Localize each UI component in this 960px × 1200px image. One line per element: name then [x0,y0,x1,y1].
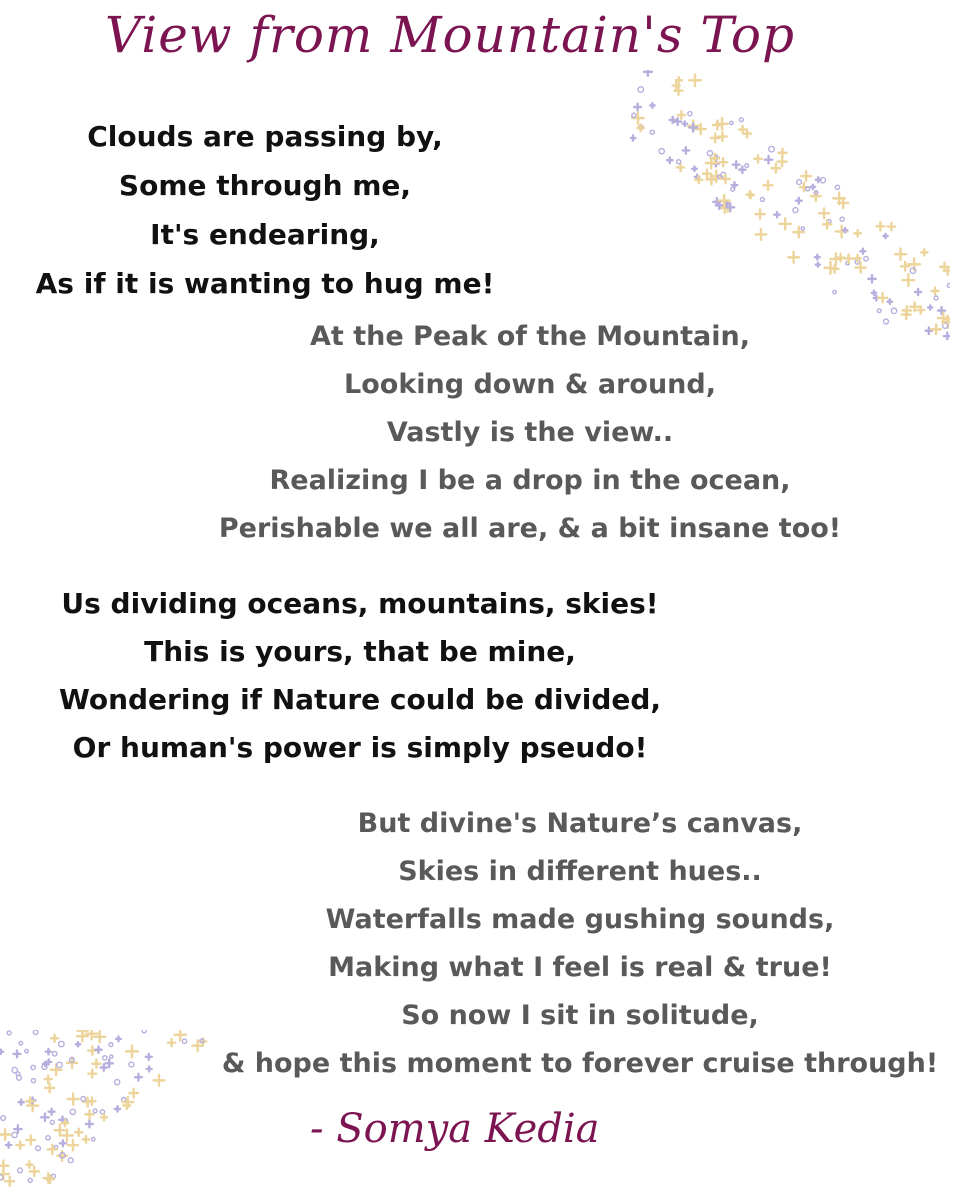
sparkle-dot [57,1062,63,1068]
sparkle-star [14,1125,21,1132]
sparkle-star [92,1060,100,1068]
sparkle-star [823,220,831,228]
poem-line: Waterfalls made gushing sounds, [325,904,835,935]
sparkle-star [765,156,772,163]
sparkle-star [902,274,914,286]
sparkle-star [16,1141,24,1149]
sparkle-dot [68,1158,73,1163]
sparkle-star [739,126,746,133]
sparkle-star [756,210,765,219]
sparkle-dot [109,1043,113,1047]
poem-line: At the Peak of the Mountain, [310,321,750,352]
poem-line: Realizing I be a drop in the ocean, [269,465,791,496]
sparkle-dot [806,187,810,191]
sparkle-star [6,1142,11,1147]
poem-line: Wondering if Nature could be divided, [58,683,662,716]
sparkle-star [0,1169,9,1180]
sparkle-star [5,1177,14,1186]
sparkle-star [86,1120,93,1127]
poem-line: Us dividing oceans, mountains, skies! [61,587,659,620]
poem-line: Vastly is the view.. [386,417,674,448]
sparkle-star [921,249,927,255]
sparkle-dot [81,1096,86,1101]
sparkle-star [878,293,887,302]
sparkle-dot [833,290,836,293]
sparkle-star [845,255,853,263]
sparkle-dot [864,256,868,260]
poem-line: Perishable we all are, & a bit insane too! [218,513,842,544]
poem-line: This is yours, that be mine, [144,635,576,668]
sparkle-dot [25,1049,28,1052]
sparkle-star [932,288,939,295]
poem-title: View from Mountain's Top [105,6,795,64]
sparkle-star [667,157,673,163]
sparkle-star [126,1045,138,1057]
sparkle-dot [19,1041,23,1045]
sparkle-star [692,166,697,171]
sparkle-star [88,1070,96,1078]
sparkle-dot [688,112,692,116]
sparkle-star [634,104,641,111]
sparkle-star [854,230,860,236]
sparkle-dot [115,1080,120,1085]
sparkle-star [68,1094,79,1105]
sparkle-star [771,164,780,173]
sparkle-dot [835,185,839,189]
poem-line: But divine's Nature’s canvas, [357,808,803,839]
sparkle-star [796,198,802,204]
sparkle-star [794,227,805,238]
sparkle-star [41,1114,48,1121]
sparkle-star [718,132,727,141]
poem-line: Making what I feel is real & true! [328,952,832,983]
sparkle-dot [797,180,802,185]
sparkle-star [45,1076,52,1083]
sparkle-star [746,191,753,198]
sparkle-star [677,164,684,171]
poem-line: Looking down & around, [344,369,716,400]
sparkle-dot [103,1056,107,1060]
sparkle-star [801,171,811,181]
sparkle-star [19,1100,24,1105]
sparkle-star [928,305,932,309]
sparkle-dot [1,1116,6,1121]
sparkle-star [754,155,762,163]
sparkle-dot [891,308,896,313]
stanza-1 [20,112,510,308]
sparkle-dot [877,309,881,313]
sparkle-dot [947,283,950,287]
sparkle-star [876,222,884,230]
sparkle-dot [659,149,664,154]
sparkle-dot [677,160,681,164]
sparkle-dot [36,1146,41,1151]
poem-line: So now I sit in solitude, [401,1000,759,1031]
sparkle-star [868,275,875,282]
sparkle-star [895,249,906,260]
sparkle-star [76,1042,80,1046]
sparkle-star [650,103,655,108]
sparkle-star [683,121,687,125]
sparkle-star [95,1046,101,1052]
sparkle-star [85,1110,93,1118]
sparkle-star [46,1049,51,1054]
sparkle-star [101,1114,107,1120]
sparkle-star [26,1161,32,1167]
sparkle-star [763,181,772,190]
sparkle-dot [110,1055,113,1058]
sparkle-star [129,1089,138,1098]
sparkle-star [14,1051,21,1058]
poem-line: Skies in different hues.. [398,856,762,887]
sparkle-dot [883,319,888,324]
sparkle-star [756,229,767,240]
author-signature: - Somya Kedia [310,1106,600,1152]
sparkle-dot [632,113,636,117]
sparkle-star [0,1129,10,1140]
sparkle-dot [793,208,798,213]
sparkle-star [719,158,727,166]
poem-line: As if it is wanting to hug me! [35,267,495,300]
sparkle-dot [70,1109,75,1114]
stanza-2 [210,313,850,553]
sparkle-star [49,1109,55,1115]
sparkle-star [30,1167,39,1176]
sparkle-star [632,112,644,124]
sparkle-dot [650,130,654,134]
sparkle-star [837,254,845,262]
sparkle-star [811,191,821,201]
sparkle-dot [745,164,749,168]
sparkle-star [816,263,820,267]
sparkle-star [83,1136,90,1143]
sparkle-star [154,1075,165,1086]
sparkle-star [135,1074,142,1081]
sparkle-star [774,212,779,217]
sparkle-dot [52,1051,57,1056]
sparkle-dot [801,227,804,230]
sparkle-dot [739,118,743,122]
sparkle-star [51,1035,58,1042]
sparkle-dot [769,146,775,152]
sparkle-star [168,1039,175,1046]
sparkle-dot [33,1030,38,1035]
poem-line: Or human's power is simply pseudo! [72,731,648,764]
sparkle-dot [129,1062,134,1067]
sparkles-decoration-bottom [0,1030,230,1200]
sparkle-dot [92,1137,95,1140]
sparkle-star [689,75,701,87]
poem-line: It's endearing, [150,218,380,251]
sparkle-star [68,1140,78,1150]
sparkle-star [105,1060,112,1067]
sparkle-star [75,1129,82,1136]
sparkle-dot [934,296,938,300]
sparkle-star [683,147,689,153]
sparkle-dot [638,87,643,92]
sparkle-star [644,70,652,76]
sparkle-star [26,1136,35,1145]
poem-line: & hope this moment to forever cruise through! [221,1048,939,1079]
sparkle-dot [31,1065,35,1069]
sparkle-star [733,161,740,168]
sparkle-star [101,1064,107,1070]
sparkle-dot [760,197,764,201]
sparkle-dot [59,1041,65,1047]
sparkles-decoration-top [630,70,950,340]
sparkle-star [739,167,745,173]
sparkle-dot [730,121,733,124]
sparkle-star [887,299,892,304]
sparkle-star [77,1031,88,1042]
stanza-3 [50,580,670,772]
sparkle-star [815,255,820,260]
sparkle-star [860,249,865,254]
sparkle-star [115,1106,120,1111]
sparkle-star [147,1066,152,1071]
sparkle-star [45,1083,54,1092]
sparkle-star [778,157,787,166]
sparkle-star [146,1054,152,1060]
sparkle-star [711,133,720,142]
sparkle-dot [0,1175,3,1180]
sparkle-star [713,121,722,130]
sparkle-star [811,185,815,189]
sparkle-dot [142,1030,146,1033]
sparkle-dot [31,1079,35,1083]
sparkle-star [819,208,829,218]
sparkle-dot [46,1136,50,1140]
sparkle-star [780,218,791,229]
poem-line: Clouds are passing by, [87,120,443,153]
sparkle-star [883,234,887,238]
sparkle-dot [7,1031,11,1035]
sparkle-dot [182,1039,186,1043]
sparkle-star [872,291,876,295]
sparkle-star [931,325,940,334]
sparkle-dot [28,1178,32,1182]
poem-line: Some through me, [118,169,412,202]
stanza-4 [215,800,945,1088]
sparkle-star [0,1050,3,1054]
sparkle-star [630,135,635,140]
sparkle-dot [840,217,844,221]
sparkle-star [788,252,799,263]
sparkle-star [60,1140,66,1146]
sparkle-dot [50,1120,54,1124]
sparkle-star [944,333,950,340]
sparkle-dot [18,1168,23,1173]
sparkle-star [54,1125,65,1136]
sparkle-star [888,223,896,231]
sparkle-star [778,149,786,157]
sparkle-dot [93,1109,97,1113]
sparkle-dot [12,1132,17,1137]
sparkle-star [116,1037,121,1042]
sparkle-star [915,289,921,295]
sparkle-dot [707,151,712,156]
